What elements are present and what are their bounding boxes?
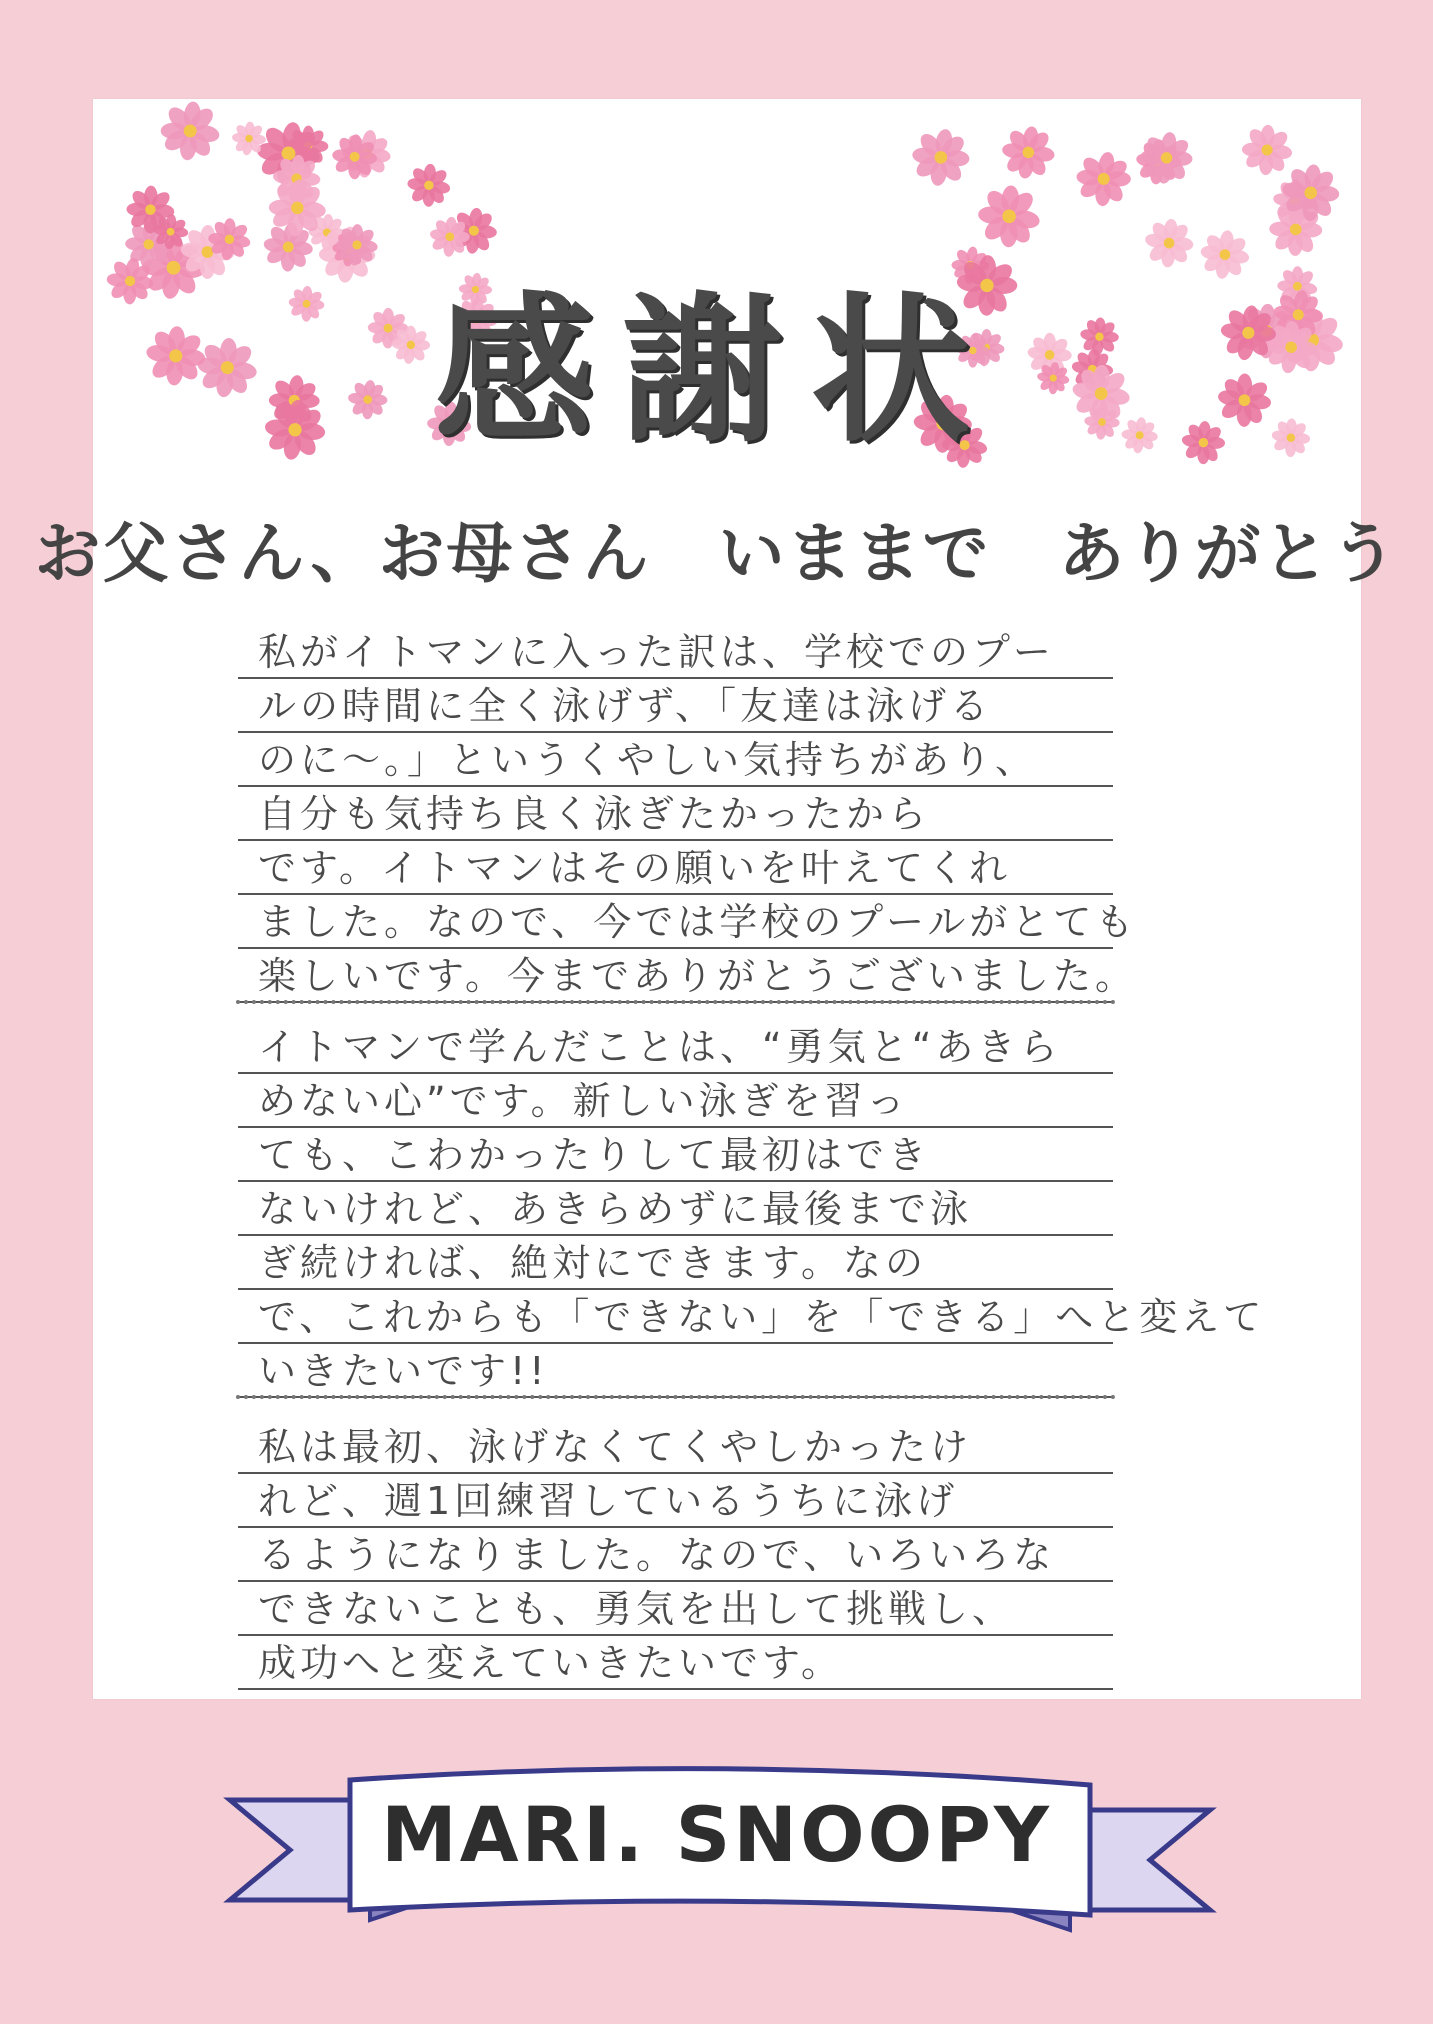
paragraph-line: めない心”です。新しい泳ぎを習っ (238, 1074, 1113, 1128)
paragraph-line: イトマンで学んだことは、“勇気と“あきら (238, 1020, 1113, 1074)
dotted-separator (236, 1000, 1116, 1004)
cosmos-flower-icon (978, 185, 1041, 248)
certificate-subtitle: お父さん、お母さん いままで ありがとう (34, 515, 1399, 592)
paragraph-line: で、これからも「できない」を「できる」へと変えて (238, 1290, 1113, 1344)
paragraph-line: ぎ続ければ、絶対にできます。なの (238, 1236, 1113, 1290)
cosmos-flower-icon (1242, 125, 1293, 176)
cosmos-flower-icon (1001, 125, 1055, 179)
cosmos-flower-icon (407, 163, 451, 207)
paragraph-line: れど、週1回練習しているうちに泳げ (238, 1474, 1113, 1528)
paragraph-line: るようになりました。なので、いろいろな (238, 1528, 1113, 1582)
signature-name: MARI. SNOOPY (381, 1790, 1052, 1879)
paragraph-1 (238, 625, 1138, 1003)
cosmos-flower-icon (161, 101, 221, 161)
paragraph-line: 自分も気持ち良く泳ぎたかったから (238, 787, 1113, 841)
paragraph-line: 楽しいです。今までありがとうございました。 (238, 949, 1113, 1003)
paragraph-line: 私がイトマンに入った訳は、学校でのプー (238, 625, 1113, 679)
cosmos-flower-icon (912, 128, 970, 187)
paragraph-line: ルの時間に全く泳げず、「友達は泳げる (238, 679, 1113, 733)
paragraph-line: ても、こわかったりして最初はでき (238, 1128, 1113, 1182)
paragraph-line: です。イトマンはその願いを叶えてくれ (238, 841, 1113, 895)
paragraph-2 (238, 1020, 1266, 1398)
paragraph-line: ないけれど、あきらめずに最後まで泳 (238, 1182, 1113, 1236)
paragraph-3 (238, 1420, 1113, 1690)
paragraph-line: ました。なので、今では学校のプールがとても (238, 895, 1113, 949)
paragraph-line: 成功へと変えていきたいです。 (238, 1636, 1113, 1690)
certificate-title: 感謝状 (434, 276, 999, 464)
paragraph-line: いきたいです!! (238, 1344, 1113, 1398)
paragraph-line: のに～。」というくやしい気持ちがあり、 (238, 733, 1113, 787)
paragraph-line: できないことも、勇気を出して挑戦し、 (238, 1582, 1113, 1636)
dotted-separator (236, 1395, 1116, 1399)
cosmos-flower-icon (1076, 151, 1131, 207)
paragraph-line: 私は最初、泳げなくてくやしかったけ (238, 1420, 1113, 1474)
